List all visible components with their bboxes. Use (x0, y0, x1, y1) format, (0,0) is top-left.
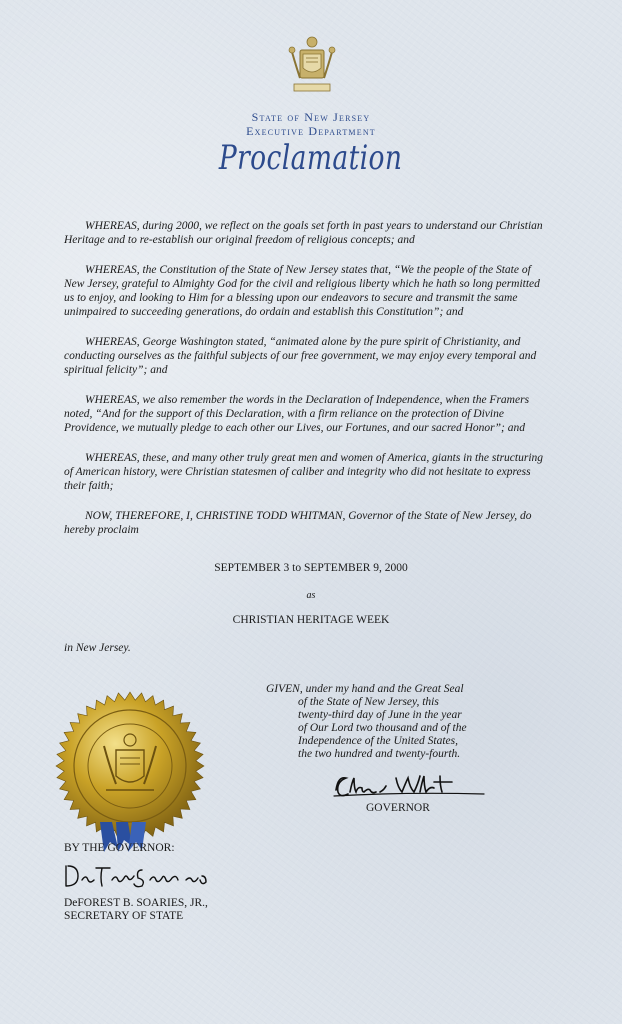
location-text: in New Jersey. (64, 642, 131, 654)
given-clause (266, 683, 566, 761)
proclaimed-dates: SEPTEMBER 3 to SEPTEMBER 9, 2000 (214, 562, 408, 574)
given-line: the two hundred and twenty-fourth. (298, 748, 461, 760)
as-text: as (306, 590, 316, 601)
given-line: of the State of New Jersey, this (298, 696, 439, 708)
proclaimed-week: CHRISTIAN HERITAGE WEEK (232, 614, 390, 626)
governor-signature (330, 770, 490, 806)
secretary-name: DeFOREST B. SOARIES, JR., (64, 897, 208, 909)
proclamation-body (64, 219, 544, 553)
by-the-governor: BY THE GOVERNOR: (64, 842, 175, 854)
nj-coat-of-arms-icon (286, 34, 338, 96)
whereas-paragraph-5: WHEREAS, these, and many other truly great men and women of America, giants in the structuring of American history, were Christian statesmen of caliber and integrity who did not hesitate to express their faith; (64, 452, 544, 492)
whereas-paragraph-4: WHEREAS, we also remember the words in the Declaration of Independence, when the Framers noted, “And for the support of this Declaration, with a firm reliance on the protection of Divine Providence, we mutually pledge to each other our Lives, our Fortunes, and our sacred Honor”; and (64, 394, 530, 434)
given-line: Independence of the United States, (298, 735, 458, 747)
great-seal-icon (54, 690, 206, 842)
document-title-text: Proclamation (219, 138, 403, 178)
given-line: of Our Lord two thousand and of the (298, 722, 467, 734)
header-state: State of New Jersey (251, 110, 371, 124)
governor-title: GOVERNOR (366, 802, 430, 814)
secretary-title: SECRETARY OF STATE (64, 910, 184, 922)
given-line: GIVEN, under my hand and the Great Seal (266, 683, 464, 695)
header-department: Executive Department (246, 124, 376, 138)
whereas-paragraph-2: WHEREAS, the Constitution of the State of New Jersey states that, “We the people of the State of New Jersey, grateful to Almighty God for the civil and religious liberty which he hath so long permitted us to enjoy, and looking to Him for a blessing upon our endeavors to secure and transmit the same unimpaired to succeeding generations, do ordain and establish this Constitution”; and (64, 264, 540, 318)
given-line: twenty-third day of June in the year (298, 709, 462, 721)
secretary-name-block (64, 897, 208, 923)
whereas-paragraph-1: WHEREAS, during 2000, we reflect on the goals set forth in past years to understand our Christian Heritage and to re-establish our original freedom of religious concepts; and (64, 220, 543, 246)
therefore-paragraph: NOW, THEREFORE, I, CHRISTINE TODD WHITMAN, Governor of the State of New Jersey, do hereby proclaim (64, 510, 532, 536)
document-title (0, 138, 622, 178)
whereas-paragraph-3: WHEREAS, George Washington stated, “animated alone by the pure spirit of Christianity, and conducting ourselves as the faithful subjects of our free government, we may enjoy every temporal and spiritual felicity”; and (64, 336, 537, 376)
secretary-signature (62, 860, 212, 894)
